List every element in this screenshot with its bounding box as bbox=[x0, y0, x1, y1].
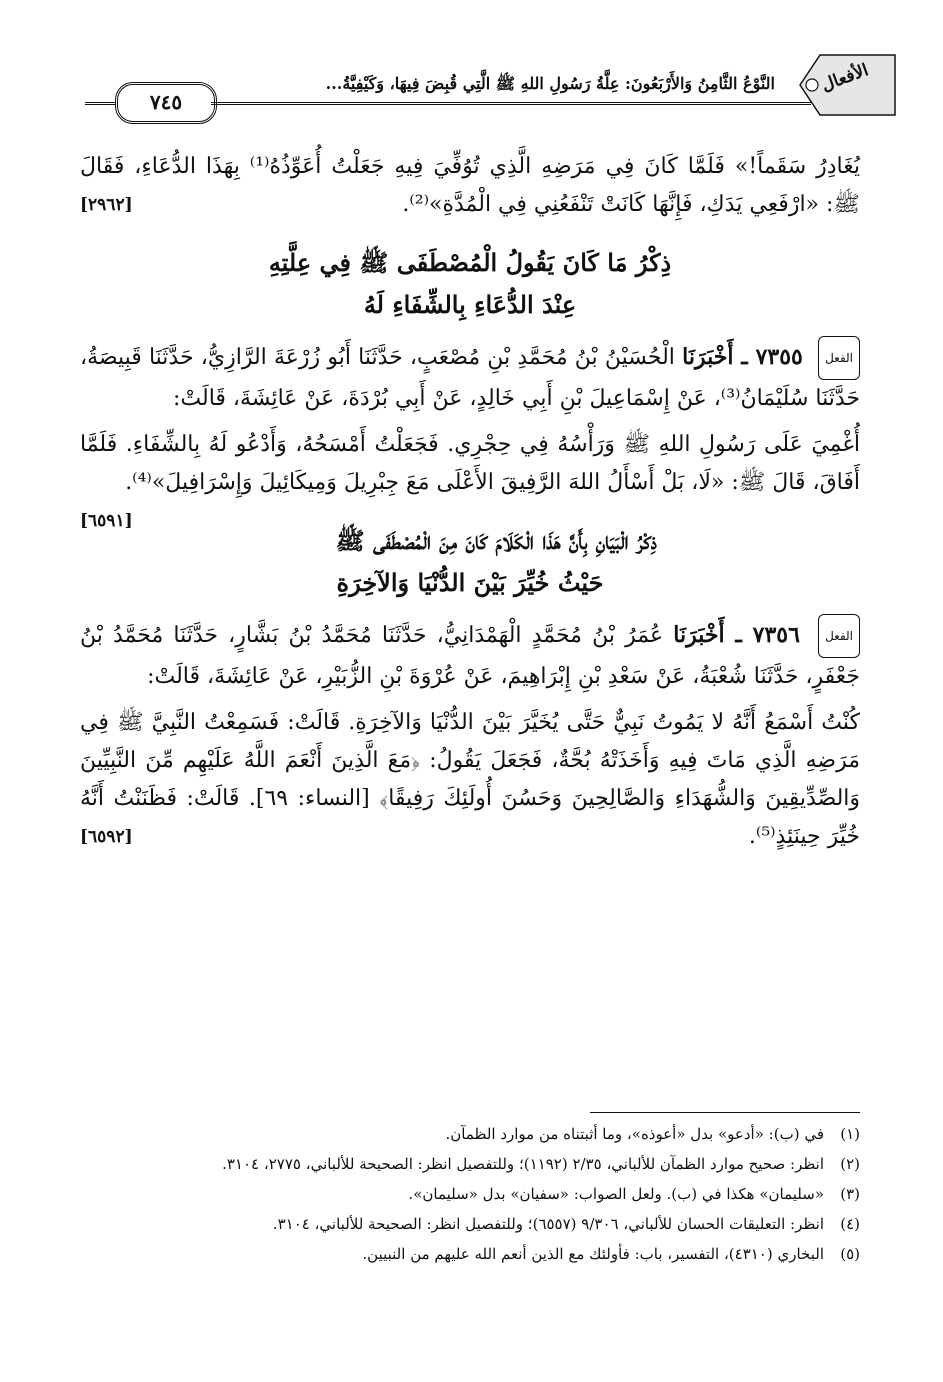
hadith-text-2: كُنْتُ أَسْمَعُ أَنَّهُ لا يَمُوتُ نَبِيٌّ حَتَّى يُخَيَّرَ بَيْنَ الدُّنْيَا وَالآخِرَةِ. قَالَتْ: فَسَمِعْتُ النَّبِيَّ ﷺ فِي مَرَضِهِ الَّذِي مَاتَ فِيهِ وَأَخَذَتْهُ بُحَّةٌ، فَجَعَلَ يَقُولُ: ﴿مَعَ الَّذِينَ أَنْعَمَ اللَّهُ عَلَيْهِم مِّنَ النَّبِيِّينَ وَالصِّدِّيقِينَ وَالشُّهَدَاءِ وَالصَّالِحِينَ وَحَسُنَ أُولَئِكَ رَفِيقًا﴾ [النساء: ٦٩]. قَالَتْ: فَظَنَنْتُ أَنَّهُ خُيِّرَ حِينَئِذٍ⁽⁵⁾. bbox=[80, 710, 861, 849]
footnote-5-text: البخاري (٤٣١٠)، التفسير، باب: فأولئك مع الذين أنعم الله عليهم من النبيين. bbox=[362, 1245, 824, 1263]
hadith-matn-2 bbox=[80, 704, 860, 856]
opening-ref: [٢٩٦٢] bbox=[80, 195, 133, 215]
section-title-2-line2: حَيْثُ خُيِّرَ بَيْنَ الدُّنْيَا وَالآخِرَةِ bbox=[336, 568, 604, 597]
hadith-isnad-1 bbox=[80, 336, 860, 418]
header-title: النَّوْعُ الثَّامِنُ وَالأَرْبَعُونَ: عِلَّةُ رَسُولِ اللهِ ﷺ الَّتِي قُبِضَ فِيهَا، وَكَيْفِيَّةُ... bbox=[325, 74, 775, 93]
section-title-1-line1: ذِكْرُ مَا كَانَ يَقُولُ الْمُصْطَفَى ﷺ فِي عِلَّتِهِ bbox=[268, 248, 672, 277]
chapter-badge-label: الأفعال bbox=[818, 60, 872, 96]
footnote-5-num: (٥) bbox=[840, 1245, 860, 1263]
hadith-ref-1: [٦٥٩١] bbox=[80, 511, 133, 531]
footnote-2-num: (٢) bbox=[840, 1155, 860, 1173]
section-title-1 bbox=[80, 242, 860, 326]
page-number: ٧٤٥ bbox=[115, 82, 217, 124]
footnote-2-text: انظر: صحيح موارد الظمآن للألباني، ٢/٣٥ (١١٩٢)؛ وللتفصيل انظر: الصحيحة للألباني، ٢٧٧٥، ٣١٠٤. bbox=[222, 1155, 824, 1173]
footnote-2 bbox=[80, 1149, 860, 1179]
hadith-ref-2: [٦٥٩٢] bbox=[80, 827, 133, 847]
hadith-matn-1 bbox=[80, 426, 860, 531]
hadith-chain-1: الْحُسَيْنُ بْنُ مُحَمَّدِ بْنِ مُصْعَبٍ، حَدَّثَنَا أَبُو زُرْعَةَ الرَّازِيُّ، حَدَّثَنَا قَبِيصَةُ، حَدَّثَنَا سُلَيْمَانُ⁽³⁾، عَنْ إِسْمَاعِيلَ بْنِ أَبِي خَالِدٍ، عَنْ أَبِي بُرْدَةَ، عَنْ عَائِشَةَ، قَالَتْ: bbox=[80, 345, 860, 411]
hadith-number-1: ٧٣٥٥ ـ أَخْبَرَنَا bbox=[682, 344, 803, 370]
main-content bbox=[80, 148, 860, 864]
header-rule-left bbox=[85, 102, 115, 105]
footnote-rule bbox=[590, 1112, 860, 1113]
opening-text: يُغَادِرُ سَقَماً!» فَلَمَّا كَانَ فِي مَرَضِهِ الَّذِي تُوُفِّيَ فِيهِ جَعَلْتُ أُعَوِّذُهُ⁽¹⁾ بِهَذَا الدُّعَاءِ، فَقَالَ ﷺ: «ارْفَعِي يَدَكِ، فَإِنَّهَا كَانَتْ تَنْفَعُنِي فِي الْمُدَّةِ»⁽²⁾. bbox=[80, 154, 860, 217]
opening-paragraph bbox=[80, 148, 860, 224]
hadith-number-2: ٧٣٥٦ ـ أَخْبَرَنَا bbox=[673, 622, 800, 648]
page-header bbox=[85, 40, 875, 120]
footnote-4-text: انظر: التعليقات الحسان للألباني، ٩/٣٠٦ (٦٥٥٧)؛ وللتفصيل انظر: الصحيحة للألباني، ٣١٠٤. bbox=[272, 1215, 824, 1233]
footnote-4-num: (٤) bbox=[840, 1215, 860, 1233]
footnote-1-text: في (ب): «أدعو» بدل «أعوذه»، وما أثبتناه من موارد الظمآن. bbox=[445, 1125, 824, 1143]
hadith-tag-2: الفعل bbox=[818, 614, 860, 658]
section-title-2-line1: ذِكْرُ الْبَيَانِ بِأَنَّ هَذَا الْكَلَامَ كَانَ مِنَ الْمُصْطَفَى ﷺ bbox=[335, 526, 657, 555]
hadith-tag-1: الفعل bbox=[818, 336, 860, 380]
footnote-3 bbox=[80, 1179, 860, 1209]
hadith-chain-2: عُمَرُ بْنُ مُحَمَّدٍ الْهَمْدَانِيُّ، حَدَّثَنَا مُحَمَّدُ بْنُ بَشَّارٍ، حَدَّثَنَا مُحَمَّدُ بْنُ جَعْفَرٍ، حَدَّثَنَا شُعْبَةُ، عَنْ سَعْدِ بْنِ إِبْرَاهِيمَ، عَنْ عُرْوَةَ بْنِ الزُّبَيْرِ، عَنْ عَائِشَةَ، قَالَتْ: bbox=[80, 623, 860, 689]
section-title-2 bbox=[80, 520, 860, 604]
section-title-1-line2: عِنْدَ الدُّعَاءِ بِالشِّفَاءِ لَهُ bbox=[363, 290, 577, 319]
footnote-4 bbox=[80, 1209, 860, 1239]
hadith-text-1: أُغْمِيَ عَلَى رَسُولِ اللهِ ﷺ وَرَأْسُهُ فِي حِجْرِي. فَجَعَلْتُ أَمْسَحُهُ، وَأَدْعُو لَهُ بِالشِّفَاءِ. فَلَمَّا أَفَاقَ، قَالَ ﷺ: «لَا، بَلْ أَسْأَلُ اللهَ الرَّفِيقَ الأَعْلَى مَعَ جِبْرِيلَ وَمِيكَائِيلَ وَإِسْرَافِيلَ»⁽⁴⁾. bbox=[80, 432, 860, 495]
footnote-5 bbox=[80, 1239, 860, 1269]
header-rule-right bbox=[211, 102, 811, 105]
footnote-1-num: (١) bbox=[840, 1125, 860, 1143]
footnote-3-text: «سليمان» هكذا في (ب). ولعل الصواب: «سفيان» بدل «سليمان». bbox=[408, 1185, 824, 1203]
footnote-1 bbox=[80, 1119, 860, 1149]
footnotes bbox=[80, 1112, 860, 1269]
footnote-3-num: (٣) bbox=[840, 1185, 860, 1203]
hadith-isnad-2 bbox=[80, 614, 860, 696]
